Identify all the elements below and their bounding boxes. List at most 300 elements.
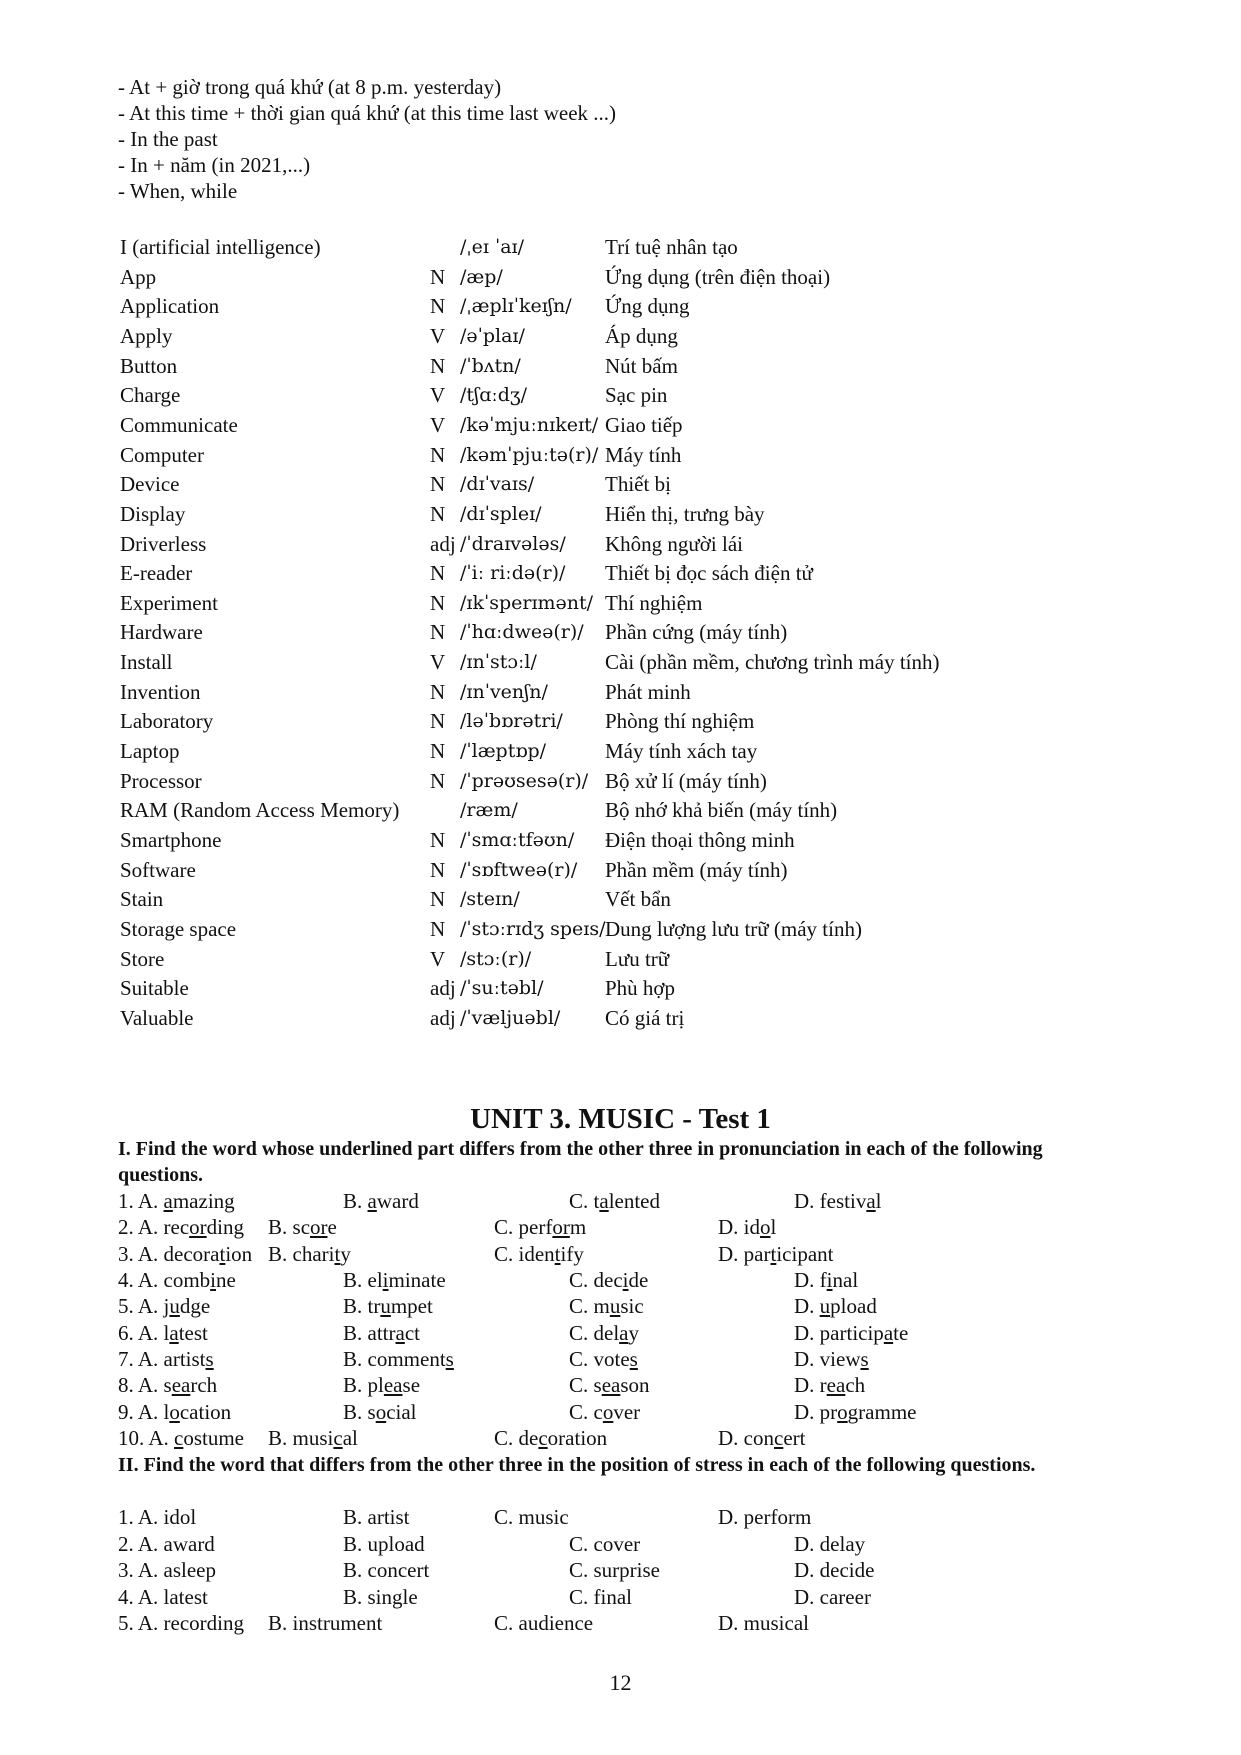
- underlined-part: s: [205, 1347, 214, 1372]
- answer-option: [718, 1241, 834, 1267]
- answer-option: [343, 1346, 454, 1372]
- note-line: - At + giờ trong quá khứ (at 8 p.m. yesterday): [118, 75, 502, 99]
- word-part: vote: [593, 1347, 630, 1372]
- vocab-pos: V: [430, 650, 446, 675]
- vocab-ipa: /æp/: [460, 265, 503, 288]
- vocab-pos: N: [430, 887, 446, 912]
- vocab-meaning: Phần mềm (máy tính): [605, 857, 788, 882]
- vocab-meaning: Thí nghiệm: [605, 590, 703, 615]
- underlined-part: s: [860, 1347, 869, 1372]
- option-letter: D.: [794, 1268, 820, 1293]
- word-part: musi: [292, 1426, 334, 1451]
- section-2-heading: II. Find the word that differs from the other three in the position of stress in each of the following questions.: [118, 1454, 1036, 1476]
- vocab-ipa: /ˈhɑːdweə(r)/: [460, 621, 584, 644]
- vocab-ipa: /stɔː(r)/: [460, 947, 532, 970]
- question-number: 6.: [118, 1320, 138, 1345]
- word-part: artist: [163, 1347, 206, 1372]
- vocab-pos: V: [430, 946, 446, 971]
- underlined-part: a: [883, 1320, 894, 1345]
- vocab-meaning: Cài (phần mềm, chương trình máy tính): [605, 650, 940, 675]
- question-number: 10.: [118, 1426, 149, 1451]
- underlined-part: o: [837, 1399, 848, 1424]
- option-letter: A.: [137, 1294, 164, 1319]
- vocab-meaning: Thiết bị đọc sách điện tử: [605, 561, 813, 586]
- option-text: B. artist: [343, 1505, 410, 1529]
- vocab-ipa: /ɪkˈsperɪmənt/: [460, 591, 594, 614]
- underlined-part: t: [770, 1241, 777, 1266]
- question-number: 5.: [118, 1294, 138, 1319]
- note-line: - When, while: [118, 179, 238, 203]
- option-letter: B.: [343, 1189, 368, 1213]
- option-text: A. latest: [137, 1584, 208, 1609]
- answer-option: [794, 1372, 865, 1398]
- option-letter: C.: [569, 1399, 594, 1424]
- word-part: r: [819, 1373, 827, 1398]
- underlined-part: o: [760, 1215, 771, 1240]
- underlined-part: i: [622, 1268, 629, 1293]
- answer-option: [569, 1267, 648, 1293]
- word-part: sic: [620, 1294, 644, 1319]
- vocab-word: Hardware: [120, 620, 203, 645]
- answer-option: [118, 1241, 252, 1267]
- vocab-ipa: /ræm/: [460, 799, 518, 822]
- option-letter: A.: [137, 1215, 164, 1240]
- word-part: icipant: [776, 1241, 834, 1266]
- vocab-meaning: Phù hợp: [605, 976, 676, 1001]
- answer-option: [118, 1557, 216, 1583]
- vocab-word: Button: [120, 353, 178, 378]
- word-part: comment: [367, 1347, 446, 1372]
- option-letter: A.: [137, 1373, 164, 1398]
- vocab-meaning: Nút bấm: [605, 353, 678, 378]
- vocab-word: Stain: [120, 887, 164, 912]
- question-number: 4.: [118, 1584, 138, 1609]
- word-part: cation: [179, 1399, 232, 1424]
- answer-option: [494, 1425, 607, 1451]
- answer-option: [118, 1399, 231, 1425]
- vocab-meaning: Ứng dụng (trên điện thoại): [605, 264, 831, 289]
- underlined-part: c: [538, 1426, 548, 1451]
- word-part: m: [569, 1215, 587, 1240]
- underlined-part: a: [169, 1320, 179, 1345]
- vocab-ipa: /ˈbʌtn/: [460, 354, 521, 377]
- answer-option: [494, 1241, 584, 1267]
- word-part: ify: [560, 1241, 584, 1266]
- underlined-part: c: [774, 1426, 784, 1451]
- option-letter: B.: [343, 1347, 368, 1372]
- question-number: 4.: [118, 1268, 138, 1293]
- vocab-ipa: /ˈvæljuəbl/: [460, 1006, 561, 1029]
- vocab-ipa: /ləˈbɒrətri/: [460, 710, 563, 733]
- question-number: 8.: [118, 1373, 138, 1398]
- word-part: lented: [608, 1189, 660, 1213]
- answer-option: [569, 1399, 640, 1425]
- answer-option: [268, 1214, 337, 1240]
- answer-option: [118, 1531, 215, 1557]
- option-letter: D.: [794, 1399, 820, 1424]
- word-part: f: [819, 1268, 827, 1293]
- answer-option: [343, 1188, 419, 1214]
- vocab-word: Install: [120, 650, 173, 675]
- vocab-word: Communicate: [120, 412, 238, 437]
- option-letter: B.: [268, 1215, 293, 1240]
- answer-option: [794, 1320, 908, 1346]
- answer-option: [569, 1584, 632, 1610]
- underlined-part: u: [169, 1294, 180, 1319]
- vocab-word: App: [120, 264, 157, 289]
- vocab-meaning: Phát minh: [605, 679, 691, 704]
- word-part: ver: [613, 1399, 641, 1424]
- option-text: A. asleep: [137, 1558, 216, 1582]
- underlined-part: c: [174, 1426, 184, 1451]
- word-part: l: [163, 1399, 170, 1424]
- vocab-meaning: Phần cứng (máy tính): [605, 620, 788, 645]
- option-text: D. career: [794, 1584, 871, 1609]
- note-line: - At this time + thời gian quá khứ (at this time last week ...): [118, 101, 617, 125]
- answer-option: [569, 1320, 639, 1346]
- answer-option: [268, 1425, 358, 1451]
- vocab-pos: N: [430, 561, 446, 586]
- answer-option: [718, 1425, 805, 1451]
- word-part: test: [178, 1320, 208, 1345]
- vocab-meaning: Giao tiếp: [605, 412, 683, 437]
- option-letter: C.: [569, 1373, 594, 1398]
- vocab-pos: V: [430, 412, 446, 437]
- answer-option: [343, 1293, 433, 1319]
- vocab-word: Apply: [120, 323, 173, 348]
- word-part: id: [743, 1215, 761, 1240]
- answer-option: [268, 1610, 382, 1636]
- answer-option: [343, 1504, 410, 1530]
- answer-option: [569, 1293, 644, 1319]
- answer-option: [794, 1584, 871, 1610]
- vocab-word: Computer: [120, 442, 204, 467]
- word-part: dec: [593, 1268, 623, 1293]
- word-part: perf: [518, 1215, 553, 1240]
- word-part: l: [770, 1215, 777, 1240]
- vocab-pos: N: [430, 264, 446, 289]
- underlined-part: a: [163, 1189, 173, 1213]
- vocab-pos: adj: [430, 1005, 456, 1030]
- option-letter: C.: [494, 1426, 519, 1451]
- option-text: C. audience: [494, 1611, 594, 1635]
- option-letter: D.: [794, 1294, 820, 1319]
- question-number: 2.: [118, 1215, 138, 1240]
- option-letter: B.: [343, 1320, 368, 1345]
- vocab-meaning: Áp dụng: [605, 323, 678, 348]
- underlined-part: or: [189, 1215, 207, 1240]
- word-part: s: [163, 1373, 172, 1398]
- word-part: ct: [404, 1320, 420, 1345]
- unit-title: UNIT 3. MUSIC - Test 1: [470, 1103, 771, 1135]
- option-text: A. recording: [137, 1611, 244, 1635]
- vocab-pos: adj: [430, 531, 456, 556]
- vocab-pos: N: [430, 501, 446, 526]
- vocab-word: Store: [120, 946, 165, 971]
- answer-option: [343, 1372, 420, 1398]
- option-letter: B.: [268, 1426, 293, 1451]
- word-part: particip: [819, 1320, 884, 1345]
- vocab-pos: N: [430, 620, 446, 645]
- vocab-word: E-reader: [120, 561, 193, 586]
- word-part: s: [367, 1399, 376, 1424]
- answer-option: [343, 1531, 425, 1557]
- word-part: mazing: [172, 1189, 235, 1213]
- vocab-word: Display: [120, 501, 186, 526]
- underlined-part: ea: [171, 1373, 191, 1398]
- word-part: j: [163, 1294, 170, 1319]
- word-part: iden: [518, 1241, 555, 1266]
- word-part: e: [327, 1215, 337, 1240]
- underlined-part: a: [599, 1189, 609, 1213]
- option-letter: D.: [718, 1215, 744, 1240]
- vocab-ipa: /ˌæplɪˈkeɪʃn/: [460, 295, 572, 318]
- underlined-part: a: [866, 1189, 876, 1213]
- vocab-pos: N: [430, 590, 446, 615]
- underlined-part: a: [367, 1189, 377, 1213]
- underlined-part: t: [219, 1241, 226, 1266]
- vocab-pos: N: [430, 739, 446, 764]
- question-number: 3.: [118, 1241, 138, 1266]
- question-number: 9.: [118, 1399, 138, 1424]
- word-part: t: [593, 1189, 600, 1213]
- underlined-part: u: [609, 1294, 621, 1319]
- word-part: ne: [216, 1268, 236, 1293]
- word-part: ward: [376, 1189, 419, 1213]
- vocab-word: Application: [120, 294, 220, 319]
- word-part: cial: [386, 1399, 417, 1424]
- underlined-part: ea: [601, 1373, 621, 1398]
- answer-option: [343, 1267, 446, 1293]
- page-number: 12: [609, 1670, 632, 1695]
- option-letter: D.: [794, 1373, 820, 1398]
- underlined-part: a: [395, 1320, 405, 1345]
- vocab-pos: N: [430, 828, 446, 852]
- word-part: y: [340, 1241, 351, 1266]
- underlined-part: o: [375, 1399, 387, 1424]
- word-part: se: [402, 1373, 421, 1398]
- vocab-meaning: Dung lượng lưu trữ (máy tính): [605, 916, 862, 941]
- word-part: par: [743, 1241, 771, 1266]
- answer-option: [569, 1346, 638, 1372]
- word-part: l: [875, 1189, 882, 1213]
- vocab-ipa: /ɪnˈvenʃn/: [460, 680, 548, 703]
- word-part: festiv: [819, 1189, 867, 1213]
- word-part: comb: [163, 1268, 211, 1293]
- word-part: el: [367, 1268, 383, 1293]
- option-text: A. idol: [137, 1505, 197, 1529]
- vocab-pos: V: [430, 323, 446, 348]
- option-letter: B.: [343, 1399, 368, 1424]
- answer-option: [343, 1320, 420, 1346]
- underlined-part: t: [554, 1241, 561, 1266]
- word-part: de: [628, 1268, 649, 1293]
- vocab-word: Experiment: [120, 590, 218, 615]
- vocab-meaning: Thiết bị: [605, 472, 671, 497]
- option-letter: C.: [569, 1268, 594, 1293]
- word-part: nal: [832, 1268, 859, 1293]
- answer-option: [118, 1267, 236, 1293]
- option-letter: A.: [137, 1347, 164, 1372]
- answer-option: [118, 1346, 214, 1372]
- vocab-ipa: /ˈprəʊsesə(r)/: [460, 769, 589, 792]
- option-letter: A.: [148, 1426, 175, 1451]
- vocab-ipa: /ˈsmɑːtfəʊn/: [460, 829, 575, 851]
- vocab-meaning: Sạc pin: [605, 383, 668, 408]
- underlined-part: or: [552, 1215, 570, 1240]
- answer-option: [569, 1531, 640, 1557]
- vocab-word: RAM (Random Access Memory): [120, 798, 400, 823]
- vocab-word: Valuable: [120, 1005, 194, 1030]
- option-letter: C.: [494, 1215, 519, 1240]
- answer-option: [494, 1214, 586, 1240]
- answer-option: [268, 1241, 351, 1267]
- option-letter: B.: [268, 1241, 293, 1266]
- option-letter: D.: [794, 1320, 820, 1345]
- word-part: view: [819, 1347, 861, 1372]
- underlined-part: o: [169, 1399, 180, 1424]
- answer-option: [118, 1320, 208, 1346]
- answer-option: [494, 1610, 593, 1636]
- vocab-meaning: Không người lái: [605, 531, 743, 556]
- vocab-ipa: /ˈsɒftweə(r)/: [460, 858, 578, 881]
- vocab-word: Driverless: [120, 531, 207, 556]
- note-line: - In + năm (in 2021,...): [118, 153, 311, 177]
- answer-option: [343, 1557, 429, 1583]
- answer-option: [118, 1584, 208, 1610]
- underlined-part: u: [380, 1294, 391, 1319]
- vocab-meaning: Lưu trữ: [605, 946, 670, 971]
- word-part: c: [593, 1399, 603, 1424]
- vocab-meaning: Trí tuệ nhân tạo: [605, 235, 738, 259]
- vocab-pos: V: [430, 383, 446, 408]
- option-letter: A.: [137, 1268, 164, 1293]
- answer-option: [794, 1267, 858, 1293]
- option-letter: C.: [569, 1347, 594, 1372]
- vocab-ipa: /ˈstɔːrɪdʒ speɪs/: [460, 917, 606, 940]
- vocab-ipa: /ˈlæptɒp/: [460, 740, 547, 763]
- vocab-word: Smartphone: [120, 828, 222, 852]
- option-text: C. final: [569, 1584, 632, 1609]
- vocab-word: Charge: [120, 383, 181, 408]
- word-part: pr: [819, 1399, 838, 1424]
- vocab-ipa: /dɪˈvaɪs/: [460, 473, 535, 496]
- underlined-part: i: [382, 1268, 389, 1293]
- vocab-pos: N: [430, 442, 446, 467]
- word-part: dge: [179, 1294, 211, 1319]
- word-part: attr: [367, 1320, 396, 1345]
- vocab-ipa: /ˈiː riːdə(r)/: [460, 562, 566, 585]
- option-text: C. surprise: [569, 1558, 660, 1582]
- word-part: chari: [292, 1241, 335, 1266]
- vocab-word: Laboratory: [120, 709, 214, 734]
- question-number: 3.: [118, 1558, 138, 1582]
- word-part: al: [342, 1426, 358, 1451]
- word-part: son: [620, 1373, 650, 1398]
- word-part: ding: [206, 1215, 244, 1240]
- vocab-word: Invention: [120, 679, 201, 704]
- vocab-word: Device: [120, 472, 180, 497]
- vocab-word: Processor: [120, 768, 202, 793]
- word-part: ert: [783, 1426, 806, 1451]
- option-text: B. upload: [343, 1531, 425, 1556]
- option-letter: A.: [137, 1189, 164, 1213]
- underlined-part: a: [619, 1320, 629, 1345]
- option-letter: C.: [569, 1320, 594, 1345]
- vocab-ipa: /tʃɑːdʒ/: [460, 384, 528, 407]
- answer-option: [794, 1531, 865, 1557]
- word-part: tr: [367, 1294, 381, 1319]
- word-part: minate: [388, 1268, 446, 1293]
- vocab-meaning: Điện thoại thông minh: [605, 828, 795, 852]
- vocab-meaning: Máy tính: [605, 442, 682, 467]
- underlined-part: t: [334, 1241, 341, 1266]
- vocab-ipa: /kəmˈpjuːtə(r)/: [460, 443, 599, 466]
- answer-option: [569, 1557, 660, 1583]
- vocab-ipa: /dɪˈspleɪ/: [460, 502, 542, 525]
- word-part: rec: [163, 1215, 190, 1240]
- underlined-part: ea: [826, 1373, 846, 1398]
- answer-option: [794, 1346, 869, 1372]
- answer-option: [118, 1610, 244, 1636]
- option-letter: B.: [343, 1373, 368, 1398]
- word-part: oration: [547, 1426, 608, 1451]
- option-letter: C.: [569, 1189, 594, 1213]
- vocab-pos: N: [430, 857, 446, 882]
- option-text: D. decide: [794, 1558, 875, 1582]
- vocab-meaning: Bộ xử lí (máy tính): [605, 768, 767, 793]
- vocab-pos: N: [430, 294, 446, 319]
- word-part: mpet: [390, 1294, 433, 1319]
- option-text: C. cover: [569, 1531, 641, 1556]
- word-part: y: [628, 1320, 639, 1345]
- vocab-word: Storage space: [120, 916, 237, 941]
- answer-option: [794, 1557, 874, 1583]
- vocab-ipa: /ˌeɪ ˈaɪ/: [460, 236, 525, 258]
- vocab-word: Software: [120, 857, 196, 882]
- option-letter: C.: [569, 1294, 594, 1319]
- underlined-part: s: [445, 1347, 454, 1372]
- vocab-meaning: Hiển thị, trưng bày: [605, 501, 765, 526]
- word-part: gramme: [847, 1399, 917, 1424]
- word-part: ostume: [183, 1426, 245, 1451]
- option-text: D. musical: [718, 1611, 809, 1635]
- answer-option: [343, 1584, 418, 1610]
- word-part: ion: [225, 1241, 253, 1266]
- vocab-pos: N: [430, 916, 446, 941]
- vocab-pos: N: [430, 353, 446, 378]
- option-letter: C.: [494, 1241, 519, 1266]
- question-number: 1.: [118, 1505, 138, 1529]
- underlined-part: o: [602, 1399, 614, 1424]
- option-text: C. music: [494, 1505, 569, 1529]
- answer-option: [118, 1372, 217, 1398]
- answer-option: [118, 1214, 244, 1240]
- vocab-pos: N: [430, 709, 446, 734]
- underlined-part: u: [819, 1294, 831, 1319]
- word-part: sc: [292, 1215, 311, 1240]
- answer-option: [718, 1214, 776, 1240]
- underlined-part: s: [629, 1347, 638, 1372]
- word-part: del: [593, 1320, 620, 1345]
- word-part: con: [743, 1426, 774, 1451]
- vocab-pos: N: [430, 472, 446, 497]
- option-text: B. instrument: [268, 1611, 383, 1635]
- answer-option: [794, 1188, 882, 1214]
- option-text: D. delay: [794, 1531, 866, 1556]
- vocab-ipa: /steɪn/: [460, 888, 520, 911]
- option-letter: A.: [137, 1241, 164, 1266]
